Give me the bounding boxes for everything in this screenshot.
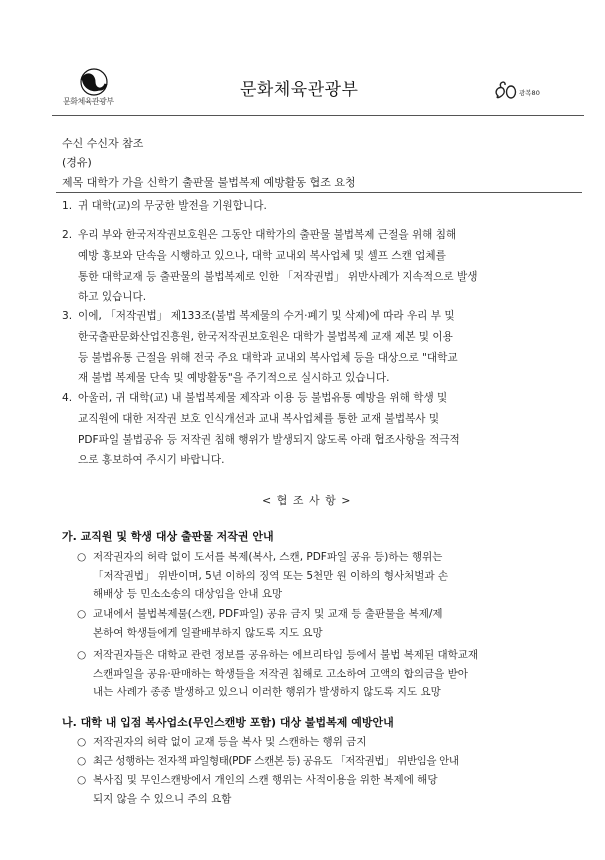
paragraph-2 [62, 225, 477, 308]
paragraph-1 [62, 196, 267, 217]
subject-line: 제목 대학가 가을 신학기 출판물 불법복제 예방활동 협조 요청 [62, 176, 356, 189]
section-title-b: 나. 대학 내 입점 복사업소(무인스캔방 포함) 대상 불법복제 예방안내 [62, 716, 394, 729]
paragraph-line: PDF파일 불법공유 등 저작권 침해 행위가 발생되지 않도록 아래 협조사항을 적극적 [78, 433, 460, 446]
paragraph-line: 등 불법유통 근절을 위해 전국 주요 대학과 교내외 복사업체 등을 대상으로 "대학교 [78, 351, 458, 364]
recipient-line: 수신 수신자 참조 [62, 137, 144, 150]
bullet-line: 「저작권법」 위반이며, 5년 이하의 징역 또는 5천만 원 이하의 형사처벌과 손 [93, 569, 449, 582]
header-divider [52, 115, 584, 116]
paragraph-3 [62, 306, 458, 389]
paragraph-number: 2. [62, 229, 73, 241]
paragraph-line: 우리 부와 한국저작권보호원은 그동안 대학가의 출판물 불법복제 근절을 위해 침해 [78, 229, 457, 241]
bullet-a3 [77, 646, 478, 702]
bullet-line: 저작권자의 허락 없이 도서를 복제(복사, 스캔, PDF파일 공유 등)하는 행위는 [93, 551, 443, 563]
cooperation-heading: < 협 조 사 항 > [262, 494, 352, 507]
circle-bullet-icon: ○ [77, 649, 87, 661]
paragraph-line: 아울러, 귀 대학(교) 내 불법복제물 제작과 이용 등 불법유통 예방을 위해 학생 및 [78, 392, 448, 404]
bullet-line: 교내에서 불법복제물(스캔, PDF파일) 공유 금지 및 교재 등 출판물을 복제/제 [93, 608, 443, 620]
bullet-a2 [77, 605, 443, 642]
org-title: 문화체육관광부 [240, 80, 359, 100]
subject-divider [56, 192, 582, 193]
circle-bullet-icon: ○ [77, 774, 87, 786]
paragraph-line: 하고 있습니다. [78, 291, 147, 304]
svg-text:광복80: 광복80 [519, 89, 540, 97]
paragraph-line: 귀 대학(교)의 무궁한 발전을 기원합니다. [78, 200, 267, 212]
circle-bullet-icon: ○ [77, 608, 87, 620]
bullet-b1 [77, 733, 366, 752]
via-line: (경유) [62, 156, 92, 169]
bullet-line: 되지 않을 수 있으니 주의 요함 [93, 792, 232, 805]
bullet-line: 해배상 등 민소소송의 대상임을 안내 요망 [93, 588, 283, 601]
circle-bullet-icon: ○ [77, 551, 87, 563]
bullet-line: 본하여 학생들에게 일괄배부하지 않도록 지도 요망 [93, 626, 323, 639]
paragraph-number: 3. [62, 310, 73, 322]
bullet-line: 내는 사례가 종종 발생하고 있으니 이러한 행위가 발생하지 않도록 지도 요망 [93, 686, 441, 699]
bullet-line: 스캔파일을 공유·판매하는 학생들을 저작권 침해로 고소하여 고액의 합의금을 받아 [93, 667, 468, 680]
bullet-line: 복사집 및 무인스캔방에서 개인의 스캔 행위는 사적이용을 위한 복제에 해당 [93, 774, 438, 786]
circle-bullet-icon: ○ [77, 736, 87, 748]
circle-bullet-icon: ○ [77, 755, 87, 767]
paragraph-number: 4. [62, 392, 73, 404]
paragraph-line: 이에, 「저작권법」 제133조(불법 복제물의 수거·폐기 및 삭제)에 따라 우리 부 및 [78, 310, 455, 322]
bullet-b2 [77, 752, 459, 771]
paragraph-line: 예방 홍보와 단속을 시행하고 있으나, 대학 교내외 복사업체 및 셀프 스캔 업체를 [78, 249, 446, 262]
paragraph-line: 재 불법 복제물 단속 및 예방활동"을 주기적으로 실시하고 있습니다. [78, 372, 390, 385]
paragraph-4 [62, 388, 460, 471]
paragraph-line: 통한 대학교재 등 출판물의 불법복제로 인한 「저작권법」 위반사례가 지속적으로 발생 [78, 270, 478, 283]
org-small-label: 문화체육관광부 [63, 97, 114, 106]
paragraph-line: 교직원에 대한 저작권 보호 인식개선과 교내 복사업체를 통한 교재 불법복사 및 [78, 412, 440, 425]
bullet-line: 최근 성행하는 전자책 파일형태(PDF 스캔본 등) 공유도 「저작권법」 위반임을 안내 [93, 755, 459, 767]
bullet-line: 저작권자들은 대학교 관련 정보를 공유하는 에브리타임 등에서 불법 복제된 대학교재 [93, 649, 479, 661]
bullet-a1 [77, 548, 448, 604]
paragraph-number: 1. [62, 200, 73, 212]
section-title-a: 가. 교직원 및 학생 대상 출판물 저작권 안내 [62, 530, 274, 543]
paragraph-line: 한국출판문화산업진흥원, 한국저작권보호원은 대학가 불법복제 교재 제본 및 이용 [78, 330, 453, 343]
anniversary-logo [492, 78, 562, 104]
bullet-line: 저작권자의 허락 없이 교재 등을 복사 및 스캔하는 행위 금지 [93, 736, 367, 748]
bullet-b3 [77, 771, 437, 808]
paragraph-line: 으로 홍보하여 주시기 바랍니다. [78, 454, 225, 467]
